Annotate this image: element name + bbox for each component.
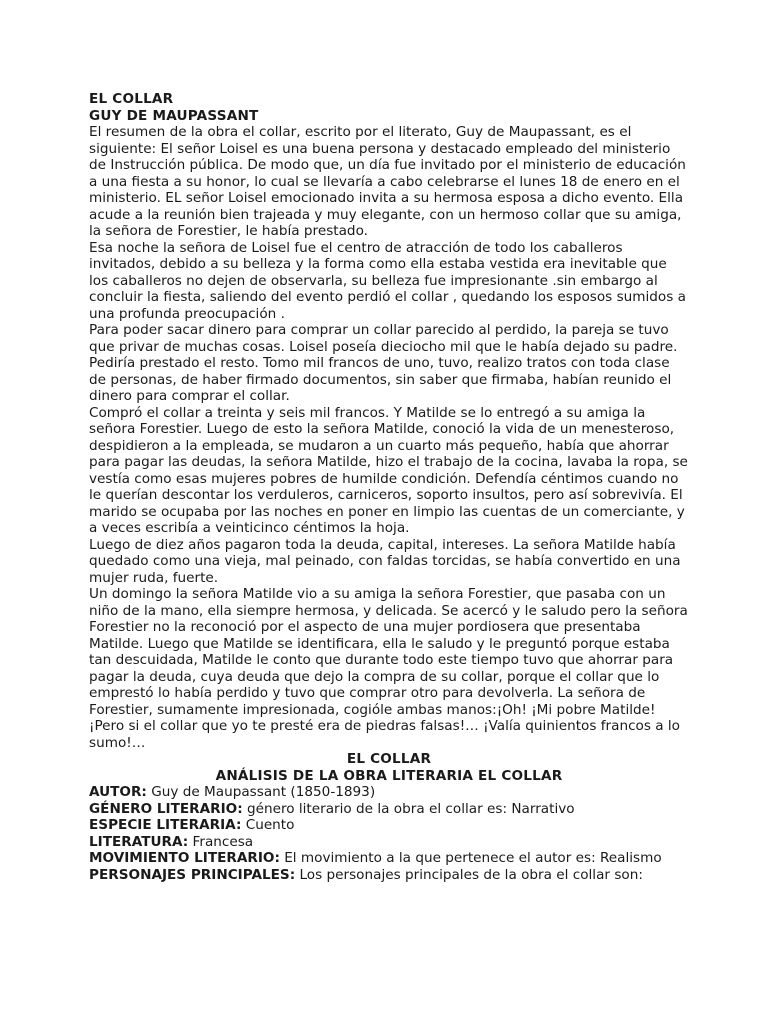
field-value: Los personajes principales de la obra el collar son:: [295, 866, 643, 883]
field-label: GÉNERO LITERARIO:: [89, 800, 243, 817]
author-heading: GUY DE MAUPASSANT: [89, 107, 259, 124]
field-value: Cuento: [241, 817, 295, 833]
field-label: MOVIMIENTO LITERARIO:: [89, 850, 280, 866]
field-autor: [89, 784, 689, 801]
field-label: ESPECIE LITERARIA:: [89, 817, 242, 833]
field-value: Guy de Maupassant (1850-1893): [146, 784, 376, 800]
field-personajes-principales: [89, 867, 689, 884]
document-title: EL COLLAR: [89, 91, 174, 107]
field-label: PERSONAJES PRINCIPALES:: [89, 866, 296, 883]
field-movimiento-literario: [89, 850, 689, 867]
section-subtitle: ANÁLISIS DE LA OBRA LITERARIA EL COLLAR: [215, 767, 563, 784]
section-title: EL COLLAR: [346, 751, 432, 767]
document-page: [89, 91, 689, 883]
field-especie-literaria: [89, 817, 689, 834]
paragraph: Para poder sacar dinero para comprar un collar parecido al perdido, la pareja se tuvo que privar de muchas cosas. Loisel poseía dieciocho mil que le había dejado su padre. Pediría prestado el resto. Tomo mil francos de uno, tuvo, realizo tratos con toda clase de personas, de haber firmado documentos, sin saber que firmaba, habían reunido el dinero para comprar el collar.: [89, 322, 678, 404]
field-value: género literario de la obra el collar es: Narrativo: [242, 800, 575, 817]
paragraph: Esa noche la señora de Loisel fue el centro de atracción de todo los caballeros invitados, debido a su belleza y la forma como ella estaba vestida era inevitable que los caballeros no dejen de observarla, su belleza fue impresionante .sin embargo al concluir la fiesta, saliendo del evento perdió el collar , quedando los esposos sumidos a una profunda preocupación .: [89, 239, 686, 322]
field-literatura: [89, 834, 689, 851]
field-label: AUTOR:: [89, 784, 147, 800]
paragraph: Luego de diez años pagaron toda la deuda, capital, intereses. La señora Matilde había quedado como una vieja, mal peinado, con faldas torcidas, se había convertido en una mujer ruda, fuerte.: [89, 536, 681, 586]
paragraph: Compró el collar a treinta y seis mil francos. Y Matilde se lo entregó a su amiga la señora Forestier. Luego de esto la señora Matilde, conoció la vida de un menesteroso, despidieron a la empleada, se mudaron a un cuarto más pequeño, había que ahorrar para pagar las deudas, la señora Matilde, hizo el trabajo de la cocina, lavaba la ropa, se vestía como esas mujeres pobres de humilde condición. Defendía céntimos cuando no le querían descontar los verduleros, carniceros, soporto insultos, pero así sobrevivía. El marido se ocupaba por las noches en poner en limpio las cuentas de un comerciante, y a veces escribía a veinticinco céntimos la hoja.: [89, 404, 688, 536]
field-genero-literario: [89, 801, 689, 818]
paragraph: Un domingo la señora Matilde vio a su amiga la señora Forestier, que pasaba con un niño de la mano, ella siempre hermosa, y delicada. Se acercó y le saludo pero la señora Forestier no la reconoció por el aspecto de una mujer pordiosera que presentaba Matilde. Luego que Matilde se identificara, ella le saludo y le preguntó porque estaba tan descuidada, Matilde le conto que durante todo este tiempo tuvo que ahorrar para pagar la deuda, cuya deuda que dejo la compra de su collar, porque el collar que lo emprestó lo había perdido y tuvo que comprar otro para devolverla. La señora de Forestier, sumamente impresionada, cogióle ambas manos:¡Oh! ¡Mi pobre Matilde! ¡Pero si el collar que yo te presté era de piedras falsas!… ¡Valía quinientos francos a lo sumo!…: [89, 586, 688, 751]
field-value: El movimiento a la que pertenece el autor es: Realismo: [279, 850, 662, 866]
paragraph: El resumen de la obra el collar, escrito por el literato, Guy de Maupassant, es el siguiente: El señor Loisel es una buena persona y destacado empleado del ministerio de Instrucción pública. De modo que, un día fue invitado por el ministerio de educación a una fiesta a su honor, lo cual se llevaría a cabo celebrarse el lunes 18 de enero en el ministerio. EL señor Loisel emocionado invita a su hermosa esposa a dicho evento. Ella acude a la reunión bien trajeada y muy elegante, con un hermoso collar que su amiga, la señora de Forestier, le había prestado.: [89, 124, 686, 239]
field-label: LITERATURA:: [89, 833, 189, 850]
field-value: Francesa: [188, 833, 254, 850]
